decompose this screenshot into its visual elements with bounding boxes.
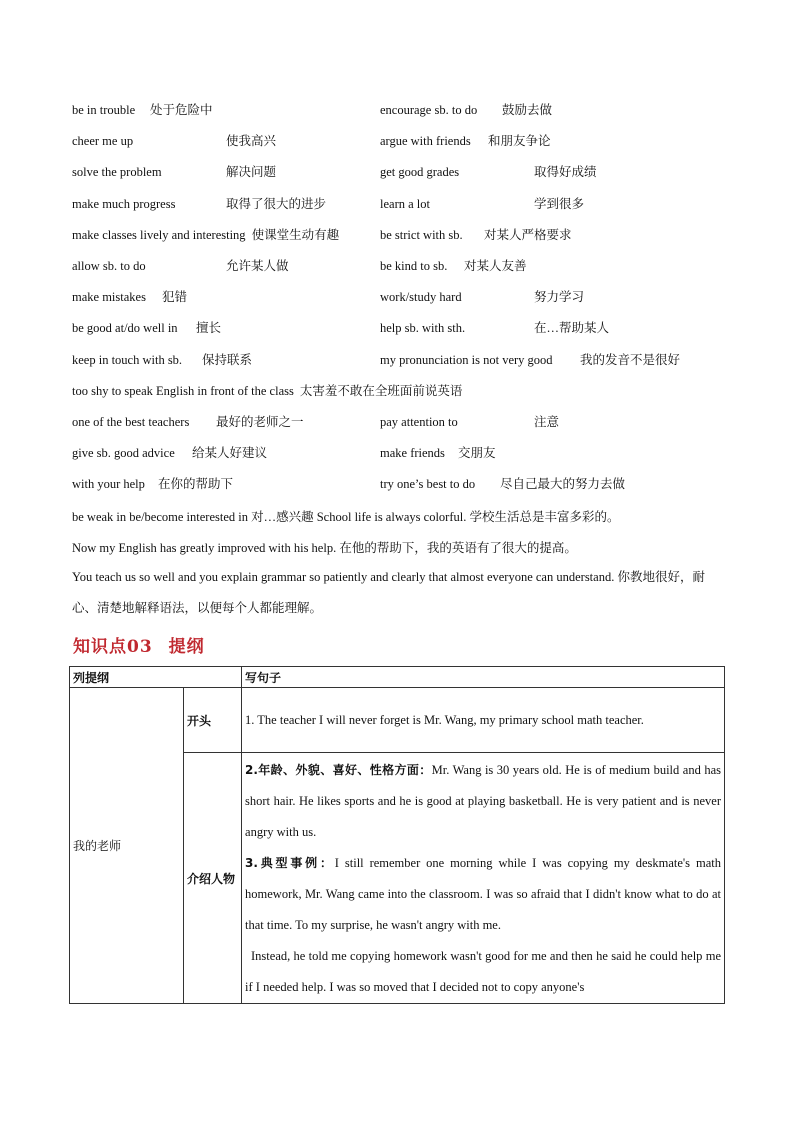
phrase-english-left: give sb. good advice: [72, 446, 175, 461]
phrase-english-right: pay attention to: [380, 414, 458, 429]
phrase-english-left: make classes lively and interesting: [72, 227, 246, 242]
phrase-chinese-left: 保持联系: [202, 352, 253, 367]
intro-paragraph-age-looks: [245, 755, 721, 848]
phrase-chinese-right: 对某人友善: [464, 258, 527, 273]
table-row: [70, 688, 725, 753]
phrase-chinese-right: 对某人严格要求: [484, 227, 572, 242]
phrase-english-left: be good at/do well in: [72, 321, 178, 336]
intro-label-age-looks: 2.年龄、外貌、喜好、性格方面：: [245, 763, 432, 777]
intro-text-age-looks: Mr. Wang is 30 years old. He is of medium build and has short hair. He likes sports and he is good at playing basketball. He is very patient and is never angry with us.: [245, 763, 721, 839]
example-sentence-improved: Now my English has greatly improved with his help. 在他的帮助下，我的英语有了很大的提高。: [72, 541, 577, 555]
phrase-english-left: solve the problem: [72, 165, 162, 180]
intro-label-example: 3.典型事例：: [245, 856, 335, 870]
row-text-introduction: [242, 753, 725, 1004]
phrase-row: [72, 223, 732, 254]
phrase-chinese-right: 注意: [534, 414, 560, 429]
phrase-english-right: be strict with sb.: [380, 227, 463, 242]
header-outline: 列提纲: [70, 667, 242, 688]
table-header-row: [70, 667, 725, 688]
phrase-english-right: get good grades: [380, 165, 460, 180]
phrase-english-left: cheer me up: [72, 134, 134, 149]
phrase-chinese-left: 解决问题: [226, 165, 277, 180]
phrase-chinese-left: 擅长: [196, 321, 222, 336]
phrase-chinese-left: 最好的老师之一: [216, 414, 304, 429]
phrase-english-left: make mistakes: [72, 290, 146, 305]
phrase-english-right: help sb. with sth.: [380, 321, 466, 336]
phrase-line-full: [72, 223, 339, 247]
phrase-row: [72, 160, 732, 191]
phrase-chinese-left: 允许某人做: [226, 258, 289, 273]
phrase-chinese-right: 努力学习: [534, 290, 585, 305]
phrase-english-right: make friends: [380, 446, 445, 461]
phrase-english-right: work/study hard: [380, 290, 462, 305]
phrase-english-right: learn a lot: [380, 196, 430, 211]
phrase-chinese-left: 取得了很大的进步: [226, 196, 327, 211]
phrase-chinese-right: 在…帮助某人: [534, 321, 610, 336]
topic-cell: 我的老师: [70, 688, 184, 1004]
phrase-english-right: argue with friends: [380, 134, 471, 149]
row-label-introduction: 介绍人物: [184, 753, 242, 1004]
phrase-english-left: one of the best teachers: [72, 414, 190, 429]
phrase-english-left: with your help: [72, 477, 145, 492]
phrase-chinese-right: 鼓励去做: [502, 103, 553, 117]
phrase-row: [72, 129, 732, 160]
intro-paragraph-instead: Instead, he told me copying homework wasn't good for me and then he said he could help me if I needed help. I was so moved that I decided not to copy anyone's: [245, 949, 721, 994]
phrase-english-right: my pronunciation is not very good: [380, 352, 553, 367]
phrase-row: [72, 410, 732, 441]
phrase-chinese-left: 给某人好建议: [192, 446, 268, 461]
phrase-english-left: too shy to speak English in front of the class: [72, 383, 294, 398]
phrase-list: [72, 98, 732, 503]
phrase-row: [72, 285, 732, 316]
phrase-chinese-right: 和朋友争论: [488, 134, 551, 149]
phrase-chinese-right: 交朋友: [458, 446, 496, 461]
row-text-opening: 1. The teacher I will never forget is Mr. Wang, my primary school math teacher.: [242, 688, 725, 753]
example-sentence-teach: You teach us so well and you explain grammar so patiently and clearly that almost everyone can understand. 你教地很好，耐心、清楚地解释语法，以便每个人都能理解。: [72, 570, 705, 615]
phrase-chinese-left: 使课堂生动有趣: [251, 227, 340, 242]
phrase-chinese-left: 太害羞不敢在全班面前说英语: [299, 383, 463, 398]
phrase-row: [72, 441, 732, 472]
phrase-row: [72, 192, 732, 223]
phrase-row: [72, 472, 732, 503]
phrase-line-full: [72, 379, 462, 403]
phrase-row: [72, 379, 732, 410]
phrase-chinese-right: 尽自己最大的努力去做: [500, 477, 626, 492]
phrase-english-left: keep in touch with sb.: [72, 352, 183, 367]
section-heading: [73, 632, 205, 657]
phrase-chinese-left: 犯错: [162, 290, 188, 305]
phrase-line-weak-interested: be weak in be/become interested in 对…感兴趣 School life is always colorful. 学校生活总是丰富多彩的。: [72, 510, 620, 524]
phrase-english-left: be in trouble: [72, 103, 136, 117]
phrase-row: [72, 316, 732, 347]
phrase-english-left: allow sb. to do: [72, 258, 146, 273]
phrase-row: [72, 348, 732, 379]
intro-text-example: I still remember one morning while I was copying my deskmate's math homework, Mr. Wang came into the classroom. I was so afraid that I didn't know what to do at that time. To my surprise, he wasn't angry with me.: [245, 856, 721, 932]
phrase-chinese-left: 在你的帮助下: [158, 477, 234, 492]
phrase-english-right: be kind to sb.: [380, 258, 448, 273]
phrase-chinese-right: 我的发音不是很好: [580, 352, 681, 367]
phrase-english-right: try one’s best to do: [380, 477, 476, 492]
phrase-chinese-left: 处于危险中: [150, 103, 213, 117]
phrase-chinese-right: 取得好成绩: [534, 165, 597, 180]
intro-paragraph-example: [245, 848, 721, 941]
row-label-opening: 开头: [184, 688, 242, 753]
header-write-sentences: 写句子: [242, 667, 725, 688]
outline-table: [69, 666, 725, 1004]
section-title: 提纲: [168, 637, 205, 657]
phrase-english-right: encourage sb. to do: [380, 103, 478, 117]
phrase-row: [72, 98, 732, 129]
phrase-chinese-right: 学到很多: [534, 196, 585, 211]
phrase-row: [72, 254, 732, 285]
section-number: 知识点03: [73, 637, 153, 657]
phrase-english-left: make much progress: [72, 196, 176, 211]
phrase-chinese-left: 使我高兴: [226, 134, 277, 149]
